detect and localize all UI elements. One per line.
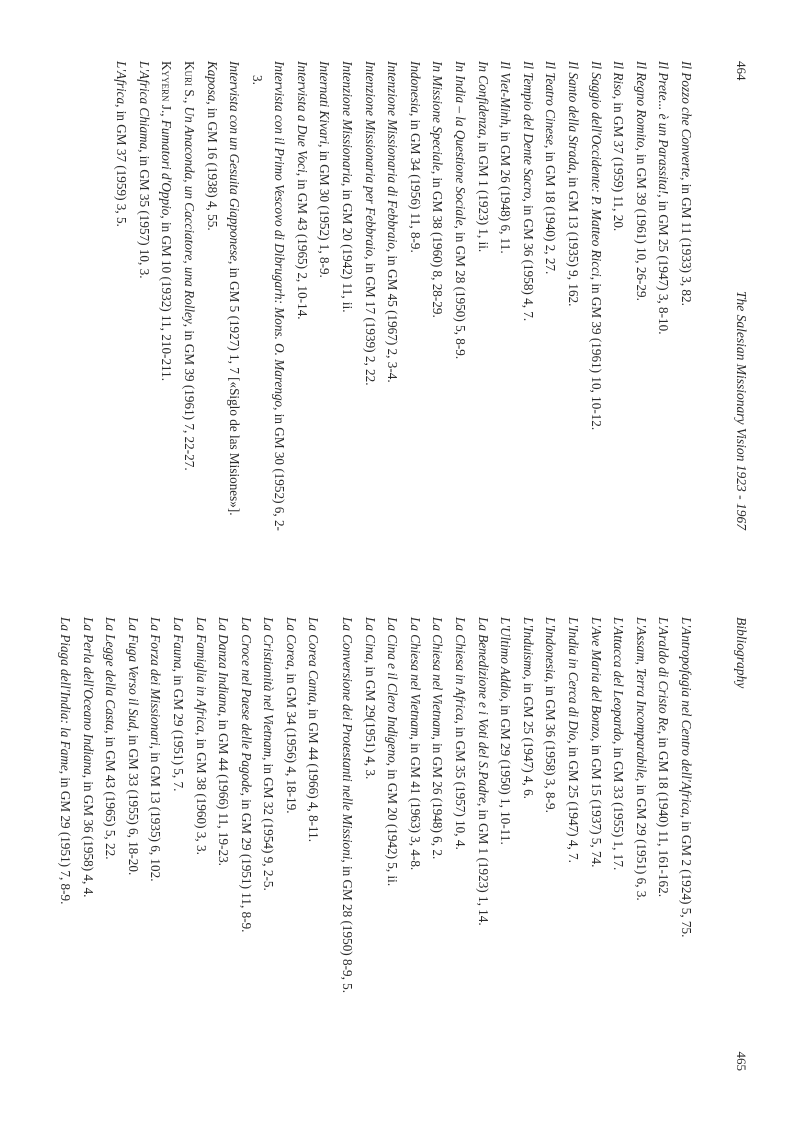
- bibliography-entry: [166, 617, 189, 1097]
- entry-title: La Piaga dell'India: la Fame: [57, 617, 73, 771]
- entry-citation: , in GM 39 (1961) 7, 22-27.: [181, 323, 197, 471]
- bibliography-entry: [99, 617, 122, 1097]
- entry-citation: , in GM 32 (1954) 9, 2-5.: [261, 757, 277, 891]
- entry-title: La Danza Indiana: [216, 617, 232, 713]
- entry-title: L'India in Cerca di Dio: [566, 617, 582, 741]
- entry-title: Intervista con un Gesuita Giapponese: [227, 61, 243, 261]
- entry-citation: , in GM 17 (1939) 2, 22.: [362, 256, 378, 386]
- bibliography-entry: [539, 617, 562, 1097]
- entry-citation: , in GM 1 (1923) 1, ii.: [475, 135, 491, 253]
- bibliography-list: [110, 61, 697, 537]
- entry-citation: , in GM 16 (1938) 4, 55.: [204, 101, 220, 231]
- entry-citation: , in GM 35 (1957) 10, 4.: [453, 720, 469, 850]
- entry-title: In Missione Speciale: [430, 61, 446, 171]
- entry-citation: , in GM 29 (1951) 5, 7.: [170, 668, 186, 792]
- entry-author: Kyyern J.: [159, 61, 175, 114]
- running-head: The Salesian Missionary Vision 1923 - 1967: [734, 291, 749, 530]
- bibliography-entry: [234, 617, 257, 1097]
- entry-title: Il Santo della Strada: [566, 61, 582, 171]
- bibliography-list: [53, 617, 697, 1097]
- entry-citation: , in GM 43 (1965) 2, 10-14.: [294, 172, 310, 320]
- entry-title: L'Africa Chiama: [136, 61, 152, 150]
- bibliography-entry: [336, 617, 359, 1097]
- entry-title: In India – la Questione Sociale: [453, 61, 469, 226]
- bibliography-entry: [144, 617, 167, 1097]
- entry-title: L'Assam, Terra Incomparabile: [633, 617, 649, 778]
- bibliography-entry: [516, 61, 539, 537]
- entry-citation: , in GM 36 (1958) 3, 8-9.: [543, 679, 559, 813]
- entry-citation: , in GM 39 (1961) 10, 26-29.: [633, 147, 649, 301]
- bibliography-entry: [257, 617, 280, 1097]
- entry-title: L'Africa: [114, 61, 130, 105]
- entry-citation: , in GM 13 (1935) 9, 162.: [566, 170, 582, 307]
- bibliography-entry: [245, 61, 290, 537]
- entry-citation: , in GM 20 (1942) 5, ii.: [385, 762, 401, 887]
- bibliography-entry: [358, 617, 381, 1097]
- bibliography-entry: [403, 617, 426, 1097]
- bibliography-entry: [426, 61, 449, 537]
- entry-title: La Cina e il Clero Indigeno: [385, 617, 401, 763]
- page-number: 464: [734, 61, 749, 81]
- entry-title: Il Prete... è un Parassita!: [656, 61, 672, 195]
- bibliography-entry: [448, 617, 471, 1097]
- bibliography-entry: [539, 61, 562, 537]
- entry-title: L'Attacca del Leopardo: [611, 617, 627, 741]
- entry-citation: , in GM 5 (1927) 1, 7 [«Siglo de las Misiones»].: [227, 260, 243, 516]
- running-head: Bibliography: [734, 617, 749, 689]
- entry-title: La Famiglia in Africa: [193, 617, 209, 733]
- entry-title: La Corea: [283, 617, 299, 667]
- entry-title: Indonesia: [407, 61, 423, 114]
- entry-citation: , in GM 29 (1951) 11, 8-9.: [238, 792, 254, 933]
- entry-title: Il Pozzo che Converte: [679, 61, 694, 178]
- bibliography-entry: [471, 617, 494, 1097]
- bibliography-entry: [381, 61, 404, 537]
- entry-citation: , in GM 33 (1955) 1, 17.: [611, 740, 627, 871]
- entry-title: Il Tempio del Dente Sacro: [520, 61, 536, 199]
- left-page: [0, 0, 793, 561]
- entry-title: La Conversione dei Protestanti nelle Missioni: [340, 617, 356, 860]
- entry-title: La Legge della Casta: [103, 617, 119, 731]
- entry-citation: , in GM 29(1951) 4, 3.: [362, 659, 378, 780]
- entry-citation: , in GM 30 (1952) 6, 2-3.: [249, 75, 288, 531]
- bibliography-entry: [358, 61, 381, 537]
- entry-citation: , in GM 29 (1951) 7, 8-9.: [57, 770, 73, 905]
- entry-citation: , in GM 29 (1951) 6, 3.: [633, 777, 649, 901]
- entry-citation: , in GM 37 (1959) 11, 20.: [611, 95, 627, 232]
- entry-title: L'Ave Maria del Bonzo: [588, 617, 604, 739]
- bibliography-entry: [652, 617, 675, 1097]
- entry-title: La Perla dell'Oceano Indiana: [80, 617, 96, 775]
- bibliography-entry: [561, 617, 584, 1097]
- bibliography-entry: [471, 61, 494, 537]
- entry-citation: , in GM 30 (1952) 1, 8-9.: [317, 144, 333, 278]
- entry-title: Intervista con il Primo Vescovo di Dibrugarh: Mons. O. Marengo: [272, 61, 288, 408]
- entry-title: L'Ultimo Addio: [498, 617, 514, 699]
- right-page: [0, 561, 793, 1123]
- entry-citation: , in GM 36 (1958) 4, 4.: [80, 774, 96, 898]
- entry-citation: , in GM 18 (1940) 2, 27.: [543, 145, 559, 275]
- bibliography-entry: [448, 61, 471, 537]
- entry-title: Il Teatro Cinese: [543, 61, 559, 146]
- entry-title: L'Antropofagia nel Centro dell'Africa: [679, 617, 694, 815]
- bibliography-entry: [426, 617, 449, 1097]
- entry-title: La Chiesa nel Vietnam: [430, 617, 446, 737]
- bibliography-entry: [212, 617, 235, 1097]
- entry-citation: , in GM 15 (1937) 5, 74.: [588, 738, 604, 868]
- entry-title: Fumatori d'Oppio: [159, 119, 175, 216]
- entry-citation: , in GM 38 (1960) 3, 3.: [193, 732, 209, 855]
- entry-citation: , in GM 33 (1955) 6, 18-20.: [125, 728, 141, 876]
- bibliography-entry: [121, 617, 144, 1097]
- entry-citation: , in GM 45 (1967) 2, 3-4.: [385, 248, 401, 383]
- entry-citation: , in GM 13 (1935) 6, 102.: [148, 745, 164, 882]
- bibliography-entry: [76, 617, 99, 1097]
- entry-citation: , in GM 41 (1963) 3, 4-8.: [407, 736, 423, 871]
- entry-title: La Croce nel Paese delle Pagode: [238, 617, 254, 793]
- bibliography-entry: [674, 617, 697, 1097]
- bibliography-entry: [200, 61, 223, 537]
- bibliography-entry: [223, 61, 246, 537]
- entry-title: In Confidenza: [475, 61, 491, 136]
- entry-citation: , in GM 34 (1956) 4, 18-19.: [283, 666, 299, 814]
- entry-title: Kaposa: [204, 61, 220, 102]
- entry-citation: , in GM 11 (1933) 3, 82.: [679, 177, 694, 306]
- entry-citation: , in GM 34 (1956) 11, 8-9.: [407, 113, 423, 253]
- entry-citation: , in GM 39 (1961) 10, 10-12.: [588, 276, 604, 431]
- entry-title: Il Regno Romito: [633, 61, 649, 148]
- bibliography-entry: [516, 617, 539, 1097]
- bibliography-entry: [403, 61, 426, 537]
- entry-title: La Cristianità nel Vietnam: [261, 617, 277, 758]
- entry-citation: , in GM 28 (1950) 8-9, 5.: [340, 859, 356, 994]
- entry-citation: , in GM 2 (1924) 5, 75.: [679, 814, 694, 938]
- bibliography-entry: [674, 61, 697, 537]
- bibliography-entry: [189, 617, 212, 1097]
- entry-title: Un Anaconda, un Cacciatore, una Rolley: [181, 106, 197, 324]
- bibliography-entry: [607, 617, 630, 1097]
- bibliography-entry: [561, 61, 584, 537]
- entry-citation: , in GM 28 (1950) 5, 8-9.: [453, 225, 469, 360]
- bibliography-entry: Kyyern J., Fumatori d'Oppio, in GM 10 (1932) 11, 210-211.: [159, 61, 175, 382]
- bibliography-entry: [132, 61, 155, 537]
- entry-title: La Chiesa in Africa: [453, 617, 469, 721]
- entry-title: La Fauna: [170, 617, 186, 669]
- bibliography-entry: [629, 61, 652, 537]
- entry-citation: , in GM 36 (1958) 4, 7.: [520, 198, 536, 322]
- bibliography-entry: [607, 61, 630, 537]
- entry-citation: , in GM 44 (1966) 4, 8-11.: [306, 702, 322, 843]
- entry-citation: , in GM 43 (1965) 5, 22.: [103, 730, 119, 860]
- entry-title: La Corea Canta: [306, 617, 322, 703]
- entry-author: Kuri S.: [181, 61, 197, 100]
- entry-title: Internati Kivari: [317, 61, 333, 145]
- entry-title: La Cina: [362, 617, 378, 660]
- bibliography-entry: Kuri S., Un Anaconda, un Cacciatore, una Rolley, in GM 39 (1961) 7, 22-27.: [181, 61, 197, 471]
- bibliography-entry: [584, 617, 607, 1097]
- entry-citation: , in GM 25 (1947) 4, 6.: [520, 676, 536, 799]
- bibliography-entry: [53, 617, 76, 1097]
- bibliography-entry: [302, 617, 325, 1097]
- entry-citation: , in GM 1 (1923) 1, 14.: [475, 802, 491, 926]
- entry-citation: , in GM 44 (1966) 11, 19-23.: [216, 712, 232, 866]
- page-number: 465: [734, 1051, 749, 1071]
- entry-citation: , in GM 25 (1947) 4, 7.: [566, 740, 582, 863]
- bibliography-entry: [629, 617, 652, 1097]
- bibliography-entry: [584, 61, 607, 537]
- entry-title: Il Saggio dell'Occidente: P. Matteo Ricci: [588, 61, 604, 277]
- entry-title: Intenzione Missionaria per Febbraio: [362, 61, 378, 257]
- entry-title: Il Viet-Minh: [498, 61, 514, 125]
- entry-citation: , in GM 26 (1948) 6, 11.: [498, 124, 514, 254]
- entry-title: La Forza dei Missionari: [148, 617, 164, 746]
- entry-title: Intenzione Missionaria: [340, 61, 356, 183]
- entry-citation: , in GM 37 (1959) 3, 5.: [114, 104, 130, 227]
- bibliography-entry: [494, 617, 517, 1097]
- entry-title: Intenzione Missionaria di Febbraio: [385, 61, 401, 249]
- bibliography-entry: [290, 61, 313, 537]
- entry-title: L'Induismo: [520, 617, 536, 677]
- entry-title: La Benedizione e i Voti del S.Padre: [475, 617, 491, 803]
- bibliography-entry: [652, 61, 675, 537]
- entry-title: L'Indonesia: [543, 617, 559, 680]
- bibliography-entry: [494, 61, 517, 537]
- bibliography-entry: [279, 617, 302, 1097]
- entry-title: Il Riso: [611, 61, 627, 96]
- entry-citation: , in GM 26 (1948) 6, 2.: [430, 736, 446, 860]
- entry-citation: , in GM 18 (1940) 11, 161-162.: [656, 730, 672, 898]
- entry-citation: , in GM 38 (1960) 8, 28-29.: [430, 170, 446, 318]
- bibliography-entry: [381, 617, 404, 1097]
- entry-title: La Chiesa nel Vietnam: [407, 617, 423, 737]
- entry-citation: , in GM 20 (1942) 11, ii.: [340, 182, 356, 313]
- entry-citation: , in GM 29 (1950) 1, 10-11.: [498, 698, 514, 845]
- entry-title: La Fuga Verso il Sud: [125, 617, 141, 729]
- bibliography-entry: [336, 61, 359, 537]
- entry-citation: , in GM 35 (1957) 10, 3.: [136, 149, 152, 279]
- entry-title: L'Araldo di Cristo Re: [656, 617, 672, 731]
- bibliography-entry: [110, 61, 133, 537]
- entry-title: Intervista a Due Voci: [294, 61, 310, 173]
- entry-citation: , in GM 25 (1947) 3, 8-10.: [656, 194, 672, 335]
- bibliography-entry: [313, 61, 336, 537]
- entry-citation: , in GM 10 (1932) 11, 210-211.: [159, 215, 175, 382]
